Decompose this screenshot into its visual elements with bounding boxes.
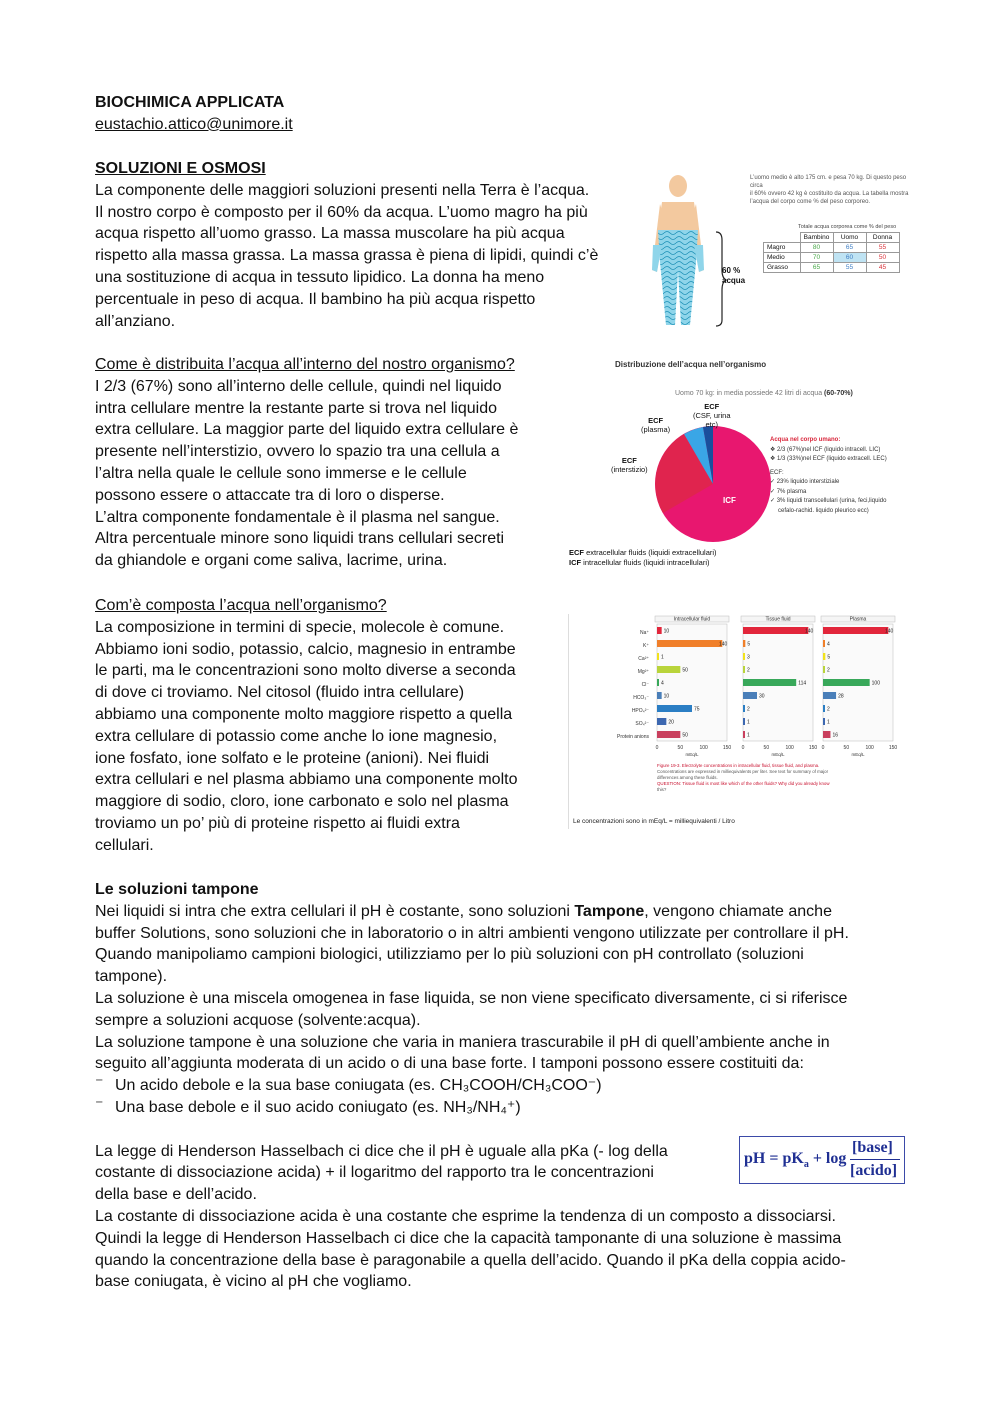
- table-cell: 55: [833, 263, 866, 273]
- bar-value-label: 1: [827, 719, 830, 726]
- label-line: ECF: [621, 456, 637, 465]
- section-heading: Le soluzioni tampone: [95, 881, 259, 898]
- label-icf: ICF: [723, 496, 736, 505]
- figure-caption-line: Concentrations are expressed in milliequivalents per liter. See text for summary of major: [657, 769, 829, 774]
- subtitle-bold: (60-70%): [824, 390, 853, 397]
- text-line: costante di dissociazione acida) + il logaritmo del rapporto tra le concentrazioni: [95, 1164, 654, 1182]
- legend: [770, 436, 915, 516]
- label-line: (plasma): [641, 425, 671, 434]
- bar-value-label: 2: [747, 667, 750, 674]
- text-line: acqua rispetto all’uomo grasso. La massa muscolare ha più acqua: [95, 225, 565, 243]
- text-line: tampone).: [95, 968, 168, 986]
- formula-denominator: [acido]: [850, 1162, 898, 1179]
- text-line: da ghiandole e organi come saliva, lacrime, urina.: [95, 552, 448, 570]
- category-label: Mg²⁺: [637, 669, 649, 675]
- doc-title: BIOCHIMICA APPLICATA: [95, 94, 285, 111]
- formula-fraction-line: [850, 1159, 900, 1160]
- henderson-hasselbalch-formula: [739, 1136, 905, 1184]
- text-line: Quindi la legge di Henderson Hasselbach ci dice che la capacità tamponante di una soluzione è massima: [95, 1229, 842, 1247]
- text-line: intra cellulare mentre la restante parte si trova nel liquido: [95, 399, 497, 417]
- figure-caption-line: differences among these fluids.: [657, 775, 718, 780]
- category-label: K⁺: [643, 643, 649, 649]
- table-cell: 55: [866, 243, 899, 253]
- table-cell: 50: [866, 253, 899, 263]
- bar-value-label: 75: [694, 706, 700, 713]
- text-span: Nei liquidi si intra che extra cellulari il pH è costante, sono soluzioni: [95, 902, 575, 920]
- bar-value-label: 1: [661, 654, 664, 661]
- bar-value-label: 10: [663, 628, 670, 635]
- text-line: all’anziano.: [95, 312, 176, 330]
- figure-caption-line: QUESTION: Tissue fluid is most like which of the other fluids? Why did you already know: [657, 781, 830, 786]
- text-line: Altra percentuale minore sono liquidi trans cellulari secreti: [95, 530, 505, 548]
- axis-label: mEq/L: [685, 752, 699, 757]
- text-line: I 2/3 (67%) sono all’interno delle cellule, quindi nel liquido: [95, 377, 502, 395]
- axis-label: mEq/L: [851, 752, 865, 757]
- bar: [657, 666, 680, 673]
- bar: [743, 705, 745, 712]
- text-line: rispetto alla massa grassa. La massa grassa è piena di lipidi, quindi c’è: [95, 247, 599, 265]
- legend-heading: ECF:: [770, 469, 784, 476]
- header: [95, 92, 293, 136]
- tick-label: 0: [821, 745, 825, 751]
- bar-value-label: 20: [668, 719, 674, 726]
- bar: [823, 679, 870, 686]
- text-line: [95, 901, 915, 923]
- axis-label: mEq/L: [771, 752, 785, 757]
- text-line: Abbiamo ioni sodio, potassio, calcio, magnesio in entrambe: [95, 640, 516, 658]
- category-label: Na⁺: [639, 630, 649, 636]
- label-ecf-plasma: [641, 416, 670, 434]
- bar: [743, 679, 796, 686]
- table-header: Uomo: [833, 233, 866, 243]
- water-table: [763, 232, 900, 273]
- label-line: ECF: [648, 416, 664, 425]
- tick-label: 150: [808, 745, 818, 751]
- text-line: La soluzione tampone è una soluzione che varia in maniera trascurabile il pH di quell’ambiente anche in: [95, 1033, 830, 1051]
- category-label: HCO₃⁻: [633, 695, 649, 701]
- legend-item: ✓ 23% liquido interstiziale: [770, 479, 840, 485]
- body-water-label: [722, 266, 745, 286]
- table-cell: 70: [800, 253, 833, 263]
- bar-value-label: 2: [827, 706, 830, 713]
- bar-value-label: 140: [719, 641, 728, 648]
- legend-heading: Acqua nel corpo umano:: [770, 437, 841, 443]
- bar: [657, 627, 662, 634]
- foot-text: extracellular fluids (liquidi extracellulari): [584, 548, 717, 557]
- formula-sub: a: [803, 1159, 809, 1171]
- label-line: ECF: [704, 402, 720, 411]
- bar-value-label: 114: [798, 680, 807, 687]
- legend-item: ❖ 1/3 (33%)nel ECF (liquido extracell. LEC): [770, 456, 887, 462]
- bar: [743, 692, 757, 699]
- category-label: HPO₄²⁻: [631, 708, 649, 714]
- row-label: Magro: [764, 243, 801, 253]
- text-line: La composizione in termini di specie, molecole è comune.: [95, 618, 505, 636]
- text-line: extra cellulare. La maggior parte del liquido extra cellulare è: [95, 421, 519, 439]
- text-line: della base e dell’acido.: [95, 1186, 257, 1204]
- buffer-list: [95, 1075, 915, 1119]
- label-line: (CSF, urina: [693, 411, 731, 420]
- category-label: Protein anions: [617, 734, 649, 740]
- section-soluzioni-osmosi: [95, 158, 598, 332]
- list-item: ⁻ Una base debole e il suo acido coniugato (es. NH₃/NH₄⁺): [95, 1097, 915, 1119]
- bar: [743, 640, 745, 647]
- text-line: possono essere o attaccate tra di loro o disperse.: [95, 486, 445, 504]
- table-row: [764, 263, 900, 273]
- bar-value-label: 4: [827, 641, 830, 648]
- bar: [823, 718, 825, 725]
- bar: [823, 692, 836, 699]
- electrolyte-bar-chart: [569, 614, 909, 829]
- text-line: quando la concentrazione della base è paragonabile a quella dell’acido. Quando il pKa della coppia acido-: [95, 1251, 846, 1269]
- text-line: buffer Solutions, sono soluzioni che in laboratorio o in altri ambienti vengono utilizzate per controllare il pH.: [95, 924, 849, 942]
- label-line: (interstizio): [611, 465, 648, 474]
- legend-item: cefalo-rachid. liquido pleurico ecc): [778, 507, 869, 514]
- tick-label: 50: [677, 745, 684, 751]
- bar: [823, 731, 830, 738]
- legend-item: ✓ 7% plasma: [770, 488, 807, 495]
- text-line: l’altra nella quale le cellule sono immerse e le cellule: [95, 464, 467, 482]
- text-span: , vengono chiamate anche: [644, 902, 832, 920]
- bar-value-label: 28: [838, 693, 844, 700]
- text-line: maggiore di sodio, cloro, ione carbonato e solo nel plasma: [95, 793, 509, 811]
- caption-line: L’uomo medio è alto 175 cm. e pesa 70 kg. Di questo peso circa: [750, 175, 907, 189]
- section-tamponi: [95, 879, 915, 1293]
- bar-value-label: 4: [661, 680, 664, 687]
- table-cell: 60: [833, 253, 866, 263]
- series-label: Plasma: [849, 616, 867, 623]
- bar: [657, 705, 692, 712]
- label-line: acqua: [722, 276, 746, 285]
- text-line: presente nell’interstizio, ovvero lo spazio tra una cellula a: [95, 443, 500, 461]
- bar: [657, 679, 659, 686]
- text-line: sempre a soluzioni acquose (solvente:acqua).: [95, 1011, 421, 1029]
- text-line: L’altra componente fondamentale è il plasma nel sangue.: [95, 508, 500, 526]
- table-cell: 65: [800, 263, 833, 273]
- water-distribution-figure: [565, 358, 915, 573]
- legend-item: ❖ 2/3 (67%)nel ICF (liquido intracell. LIC): [770, 446, 881, 453]
- tick-label: 100: [699, 745, 708, 751]
- text-line: seguito all’aggiunta moderata di un acido o di una base forte. I tamponi possono essere costituiti da:: [95, 1055, 804, 1073]
- text-line: cellulari.: [95, 836, 154, 854]
- section-distribuzione: [95, 354, 518, 572]
- bar-value-label: 50: [682, 732, 688, 739]
- text-line: percentuale in peso di acqua. Il bambino ha più acqua rispetto: [95, 290, 536, 308]
- table-header: Bambino: [800, 233, 833, 243]
- text-line: La componente delle maggiori soluzioni presenti nella Terra è l’acqua.: [95, 181, 590, 199]
- label-ecf-trans: [693, 402, 731, 429]
- figure-caption-line: Figure 19-3. Electrolyte concentrations in intracellular fluid, tissue fluid, and plasma.: [657, 763, 820, 768]
- body-water-caption: [750, 174, 920, 206]
- formula-lhs: [744, 1150, 846, 1170]
- bar: [823, 627, 888, 634]
- bar: [657, 640, 722, 647]
- text-line: Il nostro corpo è composto per il 60% da acqua. L’uomo magro ha più: [95, 203, 588, 221]
- label-line: etc): [705, 420, 719, 429]
- tick-label: 100: [785, 745, 794, 751]
- table-cell: 45: [866, 263, 899, 273]
- caption-line: il 60% ovvero 42 kg è costituito da acqua. La tabella mostra: [750, 191, 909, 197]
- tick-label: 0: [741, 745, 745, 751]
- row-label: Grasso: [764, 263, 801, 273]
- text-line: extra cellulari e nel plasma abbiamo una componente molto: [95, 771, 518, 789]
- bar: [743, 718, 745, 725]
- tick-label: 0: [655, 745, 659, 751]
- text-line: abbiamo una componente molto maggiore rispetto a quella: [95, 705, 513, 723]
- bar: [657, 653, 659, 660]
- section-composizione: [95, 595, 517, 857]
- tick-label: 100: [865, 745, 874, 751]
- bar-value-label: 5: [827, 654, 831, 661]
- series-label: Tissue fluid: [765, 616, 791, 623]
- electrolyte-chart-figure: [568, 614, 909, 829]
- caption-line: l’acqua del corpo come % del peso corporeo.: [750, 199, 871, 205]
- category-label: Ca²⁺: [638, 656, 649, 662]
- text-line: Quando manipoliamo campioni biologici, utilizziamo per lo più soluzioni con pH controllato (soluzioni: [95, 946, 804, 964]
- text-line: base coniugata, è vicino al pH che vogliamo.: [95, 1273, 412, 1291]
- table-row: [764, 253, 900, 263]
- bar: [823, 705, 825, 712]
- bar-value-label: 2: [747, 706, 750, 713]
- bar: [743, 666, 745, 673]
- bar-value-label: 1: [747, 719, 750, 726]
- tick-label: 50: [763, 745, 770, 751]
- water-table-title: Totale acqua corporea come % del peso: [798, 224, 897, 230]
- table-cell: 80: [800, 243, 833, 253]
- body-water-figure: [640, 170, 920, 330]
- list-item: ⁻ Un acido debole e la sua base coniugata (es. CH₃COOH/CH₃COO⁻): [95, 1075, 915, 1097]
- category-label: SO₄²⁻: [635, 721, 649, 727]
- text-line: le parti, ma le concentrazioni sono molto diverse a seconda: [95, 662, 516, 680]
- text-line: una sostituzione di acqua in tessuto lipidico. La donna ha meno: [95, 268, 545, 286]
- bar-value-label: 140: [885, 628, 894, 635]
- foot-text: intracellular fluids (liquidi intracellulari): [581, 558, 710, 567]
- chart-note: Le concentrazioni sono in mEq/L = milliequivalenti / Litro: [573, 818, 735, 825]
- tick-label: 50: [843, 745, 850, 751]
- formula-ph: pH = pK: [744, 1150, 804, 1167]
- bar: [657, 692, 662, 699]
- table-row: [764, 243, 900, 253]
- text-line: extra cellulare di potassio come anche lo ione magnesio,: [95, 727, 498, 745]
- bar-value-label: 5: [747, 641, 751, 648]
- table-header: Donna: [866, 233, 899, 243]
- bar: [657, 718, 666, 725]
- bar: [743, 627, 808, 634]
- bar-value-label: 50: [682, 667, 688, 674]
- tick-label: 150: [722, 745, 732, 751]
- table-corner: [764, 233, 801, 243]
- text-line: La soluzione è una miscela omogenea in fase liquida, se non viene specificato diversamente, ci si riferisce: [95, 989, 848, 1007]
- bar-value-label: 3: [747, 654, 750, 661]
- bar-value-label: 140: [805, 628, 814, 635]
- section-heading: SOLUZIONI E OSMOSI: [95, 160, 266, 177]
- label-line: 60 %: [722, 266, 741, 275]
- subtitle-text: Uomo 70 kg: in media possiede 42 litri di acqua: [675, 390, 825, 397]
- bar-value-label: 30: [759, 693, 765, 700]
- bar: [743, 653, 745, 660]
- tick-label: 150: [888, 745, 898, 751]
- bar-value-label: 16: [832, 732, 839, 739]
- row-label: Medio: [764, 253, 801, 263]
- bar: [823, 666, 825, 673]
- table-cell: 65: [833, 243, 866, 253]
- formula-log: + log: [808, 1150, 847, 1167]
- figure-title: Distribuzione dell’acqua nell’organismo: [615, 360, 767, 369]
- series-label: Intracellular fluid: [673, 616, 711, 623]
- section-heading: Com’è composta l’acqua nell’organismo?: [95, 597, 387, 614]
- bar: [743, 731, 745, 738]
- formula-numerator: [base]: [852, 1139, 893, 1156]
- bar-value-label: 2: [827, 667, 830, 674]
- text-line: troviamo un po’ più di proteine rispetto ai fluidi extra: [95, 814, 460, 832]
- legend-item: ✓ 3% liquidi transcellulari (urina, feci,liquido: [770, 498, 887, 504]
- bar-value-label: 1: [747, 732, 750, 739]
- figure-caption-line: this?: [657, 787, 667, 792]
- section-heading: Come è distribuita l’acqua all’interno del nostro organismo?: [95, 356, 515, 373]
- foot-abbr: ICF: [569, 558, 582, 567]
- text-line: di dove ci troviamo. Nel citosol (fluido intra cellulare): [95, 684, 465, 702]
- bar-value-label: 10: [663, 693, 670, 700]
- text-line: La legge di Henderson Hasselbach ci dice che il pH è uguale alla pKa (- log della: [95, 1142, 668, 1160]
- foot-abbr: ECF: [569, 548, 584, 557]
- category-label: Cl⁻: [641, 682, 649, 688]
- bar: [823, 653, 825, 660]
- text-line: La costante di dissociazione acida è una costante che esprime la tendenza di un composto a dissociarsi.: [95, 1207, 836, 1225]
- bar: [657, 731, 680, 738]
- bar: [823, 640, 825, 647]
- bold-term: Tampone: [574, 902, 645, 920]
- text-line: ione fosfato, ione solfato e le proteine (anioni). Nei fluidi: [95, 749, 490, 767]
- label-ecf-interstitial: [611, 456, 648, 474]
- figure-footnote: [569, 548, 717, 568]
- email-link[interactable]: eustachio.attico@unimore.it: [95, 115, 293, 133]
- bar-value-label: 100: [871, 680, 881, 687]
